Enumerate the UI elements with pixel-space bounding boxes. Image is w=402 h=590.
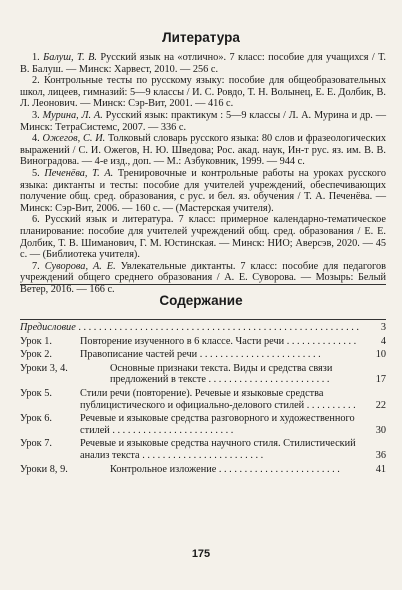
toc-row[interactable]: Уроки 3, 4. Основные признаки текста. Виды и средства связи предложений в тексте . . . . . . . . . . . . . . . . . . . . . . . . 17 <box>20 362 386 386</box>
toc-page-number: 22 <box>375 399 386 411</box>
reference-item <box>20 133 386 168</box>
toc-row[interactable]: Урок 1. Повторение изученного в 6 классе. Части речи . . . . . . . . . . . . . . 4 <box>20 335 386 347</box>
reference-number: 5. <box>32 167 40 179</box>
reference-item <box>20 110 386 133</box>
toc-lesson-title: Стили речи (повторение). Речевые и языковые средства публицистического и официально-делового стилей <box>80 387 324 411</box>
reference-author: Печенёва, Т. А. <box>44 167 114 179</box>
toc-lesson-label: Урок 2. <box>20 349 52 361</box>
literature-heading: Литература <box>162 30 240 45</box>
toc-page-number: 30 <box>375 424 386 436</box>
toc-lesson-title: Речевые и языковые средства научного стиля. Стилистический анализ текста <box>80 438 356 461</box>
reference-number: 6. <box>32 214 40 226</box>
reference-item <box>20 168 386 214</box>
reference-text: Русский язык и литература. 7 класс: примерное календарно-тематическое планирование: пособие для учителей учреждений общ. сред. образования / Е. Е. Долбик, Т. В. Шиманович, Г. М. Юстинская. — Минск: НИО; Аверсэв, 2020. — 45 с. — (Библиотека учителя). <box>20 214 386 261</box>
toc-lesson-label: Уроки 8, 9. <box>20 463 68 475</box>
reference-text: Русский язык на «отлично». 7 класс: пособие для учащихся / Т. В. Балуш. — Минск: Харвест, 2010. — 256 с. <box>20 52 386 75</box>
toc-row[interactable]: Урок 2. Правописание частей речи . . . . . . . . . . . . . . . . . . . . . . . . 10 <box>20 349 386 361</box>
toc-lesson-label: Урок 1. <box>20 335 52 347</box>
reference-author: Балуш, Т. В. <box>43 52 97 63</box>
reference-number: 7. <box>32 260 40 272</box>
reference-text: Контрольные тесты по русскому языку: пособие для общеобразовательных школ, лицеев, гимназий: 5—9 классы / И. С. Ровдо, Т. Н. Волынец, Е. Е. Долбик, В. Л. Леонович. — Минск: Сэр-Вит, 2001. — 416 с. <box>20 75 386 110</box>
toc-page-number: 4 <box>380 335 386 347</box>
reference-text: Толковый словарь русского языка: 80 слов и фразеологических выражений / С. И. Ожегов, Н. Ю. Шведова; Рос. акад. наук, Ин-т рус. яз. им. В. В. Виноградова. — 4-е изд., доп. — М.: Азбуковник, 1999. — 944 с. <box>20 133 387 168</box>
toc-page-number: 17 <box>375 374 386 386</box>
page-number: 175 <box>191 548 211 560</box>
reference-author: Ожегов, С. И. <box>42 133 106 145</box>
toc-lesson-title: Повторение изученного в 6 классе. Части речи <box>80 335 285 347</box>
toc-lesson-label: Урок 6. <box>20 413 52 425</box>
toc-page-number: 41 <box>375 463 386 475</box>
table-of-contents <box>20 322 386 477</box>
toc-lesson-title: Контрольное изложение <box>110 463 217 475</box>
toc-page-number: 10 <box>375 349 386 361</box>
divider-bottom <box>20 319 386 320</box>
reference-item <box>20 214 386 260</box>
toc-lesson-title: Речевые и языковые средства разговорного и художественного стилей <box>80 413 355 436</box>
toc-row-intro[interactable]: Предисловие . . . . . . . . . . . . . . . . . . . . . . . . . . . . . . . . . . . . . . . . . . . . . . . . . . . . . . . 3 <box>20 322 386 333</box>
contents-heading: Содержание <box>159 293 243 308</box>
reference-item <box>20 52 386 75</box>
reference-text: Русский язык: практикум : 5—9 классы / Л. А. Мурина и др. — Минск: ТетраСистемс, 2007. — 336 с. <box>20 109 387 133</box>
toc-lesson-title: Основные признаки текста. Виды и средства связи предложений в тексте <box>110 362 333 386</box>
toc-row[interactable]: Уроки 8, 9. Контрольное изложение . . . . . . . . . . . . . . . . . . . . . . . . 41 <box>20 463 386 475</box>
reference-item <box>20 75 386 110</box>
reference-text: Тренировочные и контрольные работы на уроках русского языка: диктанты и тесты: пособие для учителей учреждений, обеспечивающих получение общ. сред. образования, с рус. и бел. яз. обучения / Т. А. Печенёва. — Минск: Сэр-Вит, 2006. — 160 с. — (Мастерская учителя). <box>20 167 387 214</box>
toc-lesson-label: Урок 7. <box>20 438 52 450</box>
toc-intro-text: Предисловие <box>20 322 76 333</box>
references-list <box>20 52 386 295</box>
toc-row[interactable]: Урок 7. Речевые и языковые средства научного стиля. Стилистический анализ текста . . . . . . . . . . . . . . . . . . . . . . . . 36 <box>20 438 386 461</box>
reference-number: 2. <box>32 75 40 87</box>
toc-lesson-label: Урок 5. <box>20 387 52 399</box>
reference-number: 3. <box>32 109 40 121</box>
toc-lesson-label: Уроки 3, 4. <box>20 362 68 374</box>
reference-text: Увлекательные диктанты. 7 класс: пособие для педагогов учреждений общего среднего образования / А. Е. Суворова. — Мозырь: Белый Ветер, 2016. — 166 с. <box>20 260 387 295</box>
toc-intro-page: 3 <box>380 322 386 333</box>
toc-lesson-title: Правописание частей речи <box>80 349 198 361</box>
toc-page-number: 36 <box>375 449 386 461</box>
toc-row[interactable]: Урок 5. Стили речи (повторение). Речевые и языковые средства публицистического и официально-делового стилей . . . . . . . . . . 22 <box>20 387 386 411</box>
reference-author: Мурина, Л. А. <box>42 109 103 121</box>
reference-number: 4. <box>32 133 40 145</box>
reference-author: Суворова, А. Е. <box>44 260 116 272</box>
reference-item <box>20 261 386 296</box>
reference-number: 1. <box>32 52 40 63</box>
toc-row[interactable]: Урок 6. Речевые и языковые средства разговорного и художественного стилей . . . . . . . . . . . . . . . . . . . . . . . . 30 <box>20 413 386 436</box>
divider-top <box>20 284 386 285</box>
